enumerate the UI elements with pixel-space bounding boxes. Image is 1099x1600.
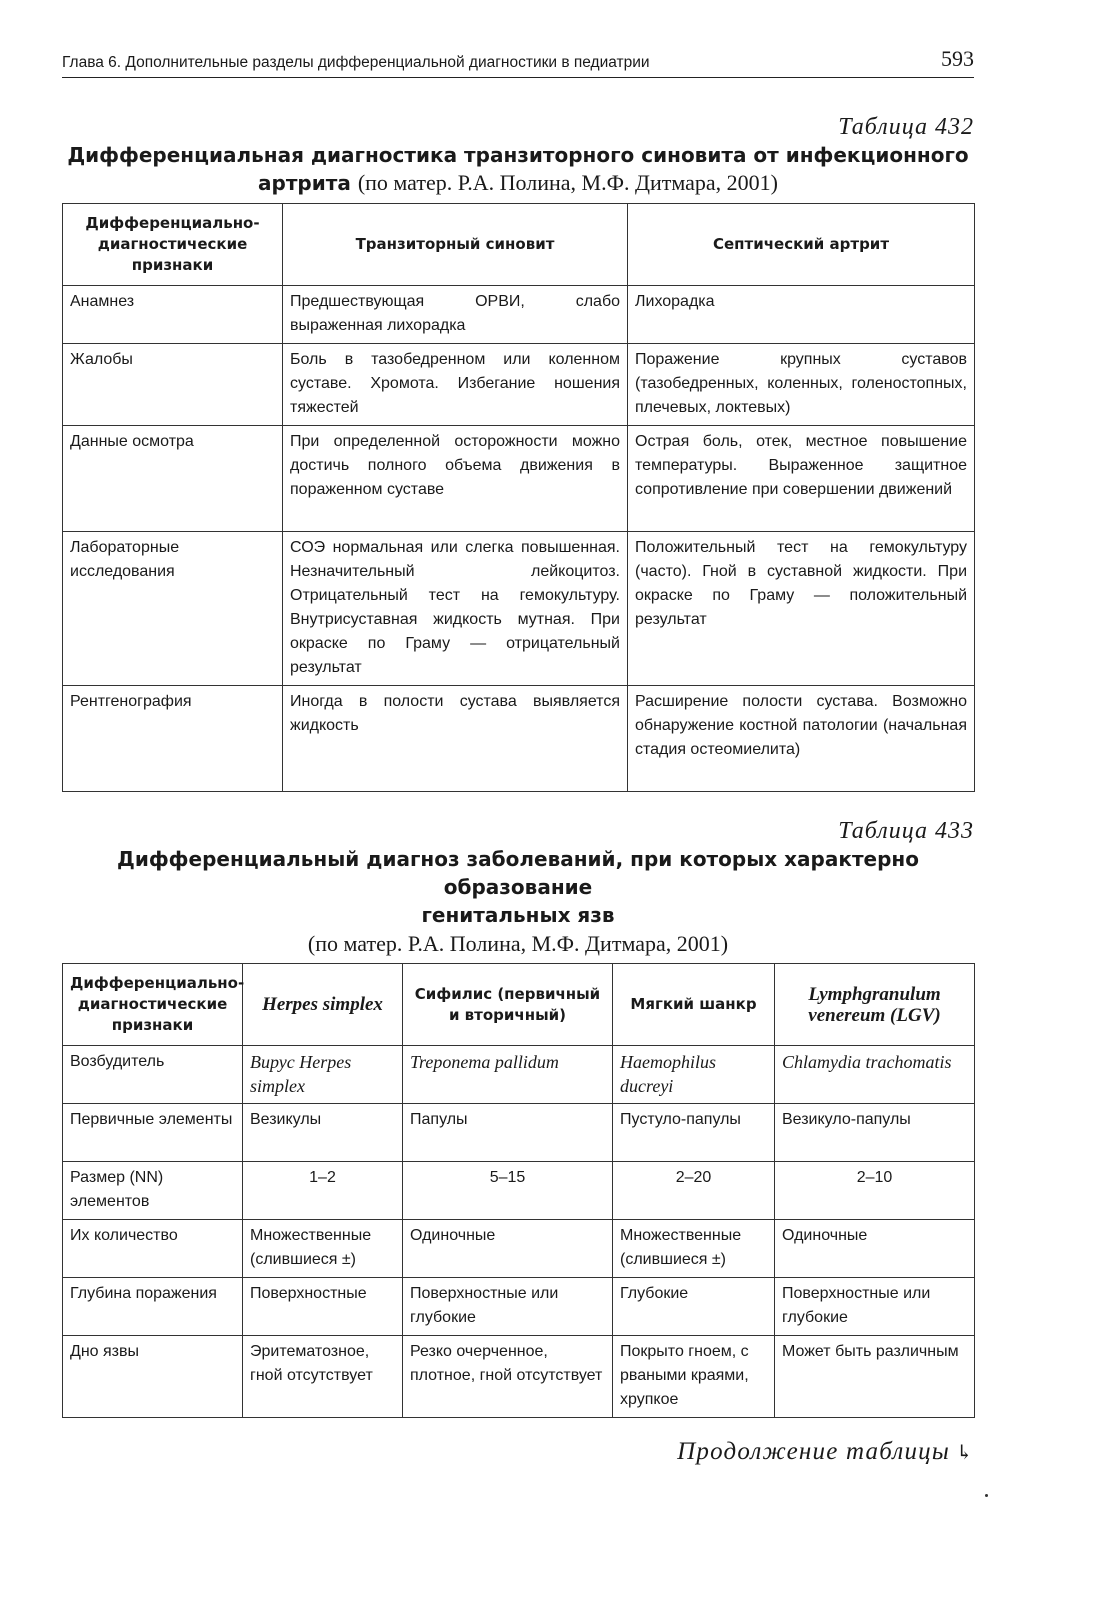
table-cell: Treponema pallidum [403, 1046, 613, 1104]
table-cell: 2–10 [775, 1162, 975, 1220]
table-cell: При определенной осторожности можно достичь полного объема движения в пораженном суставе [283, 426, 628, 532]
column-header: Транзиторный синовит [283, 204, 628, 286]
column-header: Herpes simplex [243, 964, 403, 1046]
table-cell: Везикуло-папулы [775, 1104, 975, 1162]
turn-arrow-icon: ↳ [956, 1442, 974, 1464]
row-label: Возбудитель [63, 1046, 243, 1104]
table-cell: Вирус Herpes simplex [243, 1046, 403, 1104]
running-head [62, 40, 974, 78]
column-header: Дифференциально-диагностические признаки [63, 964, 243, 1046]
table-433-caption [62, 818, 974, 959]
column-header: Септический артрит [628, 204, 975, 286]
table-cell: Боль в тазобедренном или коленном суставе. Хромота. Избегание ношения тяжестей [283, 344, 628, 426]
stray-mark [985, 1494, 988, 1497]
column-header: Дифференциально-диагностические признаки [63, 204, 283, 286]
table-row [63, 532, 975, 686]
row-label: Размер (NN) элементов [63, 1162, 243, 1220]
table-cell: Острая боль, отек, местное повышение температуры. Выраженное защитное сопротивление при совершении движений [628, 426, 975, 532]
table-cell: Может быть различным [775, 1336, 975, 1418]
table-cell: Haemophilus ducreyi [613, 1046, 775, 1104]
table-cell: Папулы [403, 1104, 613, 1162]
continuation-note: Продолжение таблицы ↳ [677, 1438, 974, 1465]
table-cell: Chlamydia trachomatis [775, 1046, 975, 1104]
row-label: Рентгенография [63, 686, 283, 792]
table-cell: Расширение полости сустава. Возможно обнаружение костной патологии (начальная стадия остеомиелита) [628, 686, 975, 792]
table-row [63, 426, 975, 532]
table-cell: Поверхностные [243, 1278, 403, 1336]
table-cell: Множественные (слившиеся ±) [613, 1220, 775, 1278]
document-page [62, 40, 974, 1418]
table-row [63, 1336, 975, 1418]
table-row [63, 1162, 975, 1220]
table-cell: Одиночные [403, 1220, 613, 1278]
table-433 [62, 963, 975, 1418]
row-label: Первичные элементы [63, 1104, 243, 1162]
page-number: 593 [941, 46, 974, 71]
table-433-number: Таблица 433 [838, 818, 974, 844]
row-label: Лабораторные исследования [63, 532, 283, 686]
table-cell: Глубокие [613, 1278, 775, 1336]
row-label: Их количество [63, 1220, 243, 1278]
column-header: Lymphgranulum venereum (LGV) [775, 964, 975, 1046]
table-cell: Множественные (слившиеся ±) [243, 1220, 403, 1278]
row-label: Анамнез [63, 286, 283, 344]
table-cell: Резко очерченное, плотное, гной отсутствует [403, 1336, 613, 1418]
table-432-caption [62, 114, 974, 197]
column-header: Мягкий шанкр [613, 964, 775, 1046]
row-label: Глубина поражения [63, 1278, 243, 1336]
table-header-row [63, 964, 975, 1046]
table-row [63, 1104, 975, 1162]
table-row [63, 344, 975, 426]
table-cell: 2–20 [613, 1162, 775, 1220]
table-cell: 5–15 [403, 1162, 613, 1220]
table-cell: Положительный тест на гемокультуру (часто). Гной в суставной жидкости. При окраске по Граму — положительный результат [628, 532, 975, 686]
table-433-source: (по матер. Р.А. Полина, М.Ф. Дитмара, 2001) [307, 931, 729, 956]
table-row [63, 686, 975, 792]
table-row [63, 1220, 975, 1278]
table-cell: Везикулы [243, 1104, 403, 1162]
table-432 [62, 203, 975, 792]
table-cell: Эритематозное, гной отсутствует [243, 1336, 403, 1418]
row-label: Жалобы [63, 344, 283, 426]
row-label: Дно язвы [63, 1336, 243, 1418]
table-cell: 1–2 [243, 1162, 403, 1220]
row-label: Данные осмотра [63, 426, 283, 532]
table-cell: СОЭ нормальная или слегка повышенная. Незначительный лейкоцитоз. Отрицательный тест на гемокультуру. Внутрисуставная жидкость мутная. При окраске по Граму — отрицательный результат [283, 532, 628, 686]
running-title: Глава 6. Дополнительные разделы дифференциальной диагностики в педиатрии [62, 54, 650, 71]
table-header-row [63, 204, 975, 286]
column-header: Сифилис (первичный и вторичный) [403, 964, 613, 1046]
table-cell: Пустуло-папулы [613, 1104, 775, 1162]
table-cell: Поражение крупных суставов (тазобедренных, коленных, голеностопных, плечевых, локтевых) [628, 344, 975, 426]
table-cell: Одиночные [775, 1220, 975, 1278]
table-cell: Покрыто гноем, с рваными краями, хрупкое [613, 1336, 775, 1418]
table-row [63, 1046, 975, 1104]
table-cell: Предшествующая ОРВИ, слабо выраженная лихорадка [283, 286, 628, 344]
table-cell: Поверхностные или глубокие [775, 1278, 975, 1336]
table-row [63, 286, 975, 344]
table-432-number: Таблица 432 [838, 114, 974, 140]
table-cell: Иногда в полости сустава выявляется жидкость [283, 686, 628, 792]
table-433-title: Дифференциальный диагноз заболеваний, при которых характерно образование генитальных язв [117, 847, 919, 927]
table-row [63, 1278, 975, 1336]
table-cell: Лихорадка [628, 286, 975, 344]
table-432-title: Дифференциальная диагностика транзиторного синовита от инфекционного артрита (по матер. Р.А. Полина, М.Ф. Дитмара, 2001) [67, 143, 969, 195]
table-cell: Поверхностные или глубокие [403, 1278, 613, 1336]
